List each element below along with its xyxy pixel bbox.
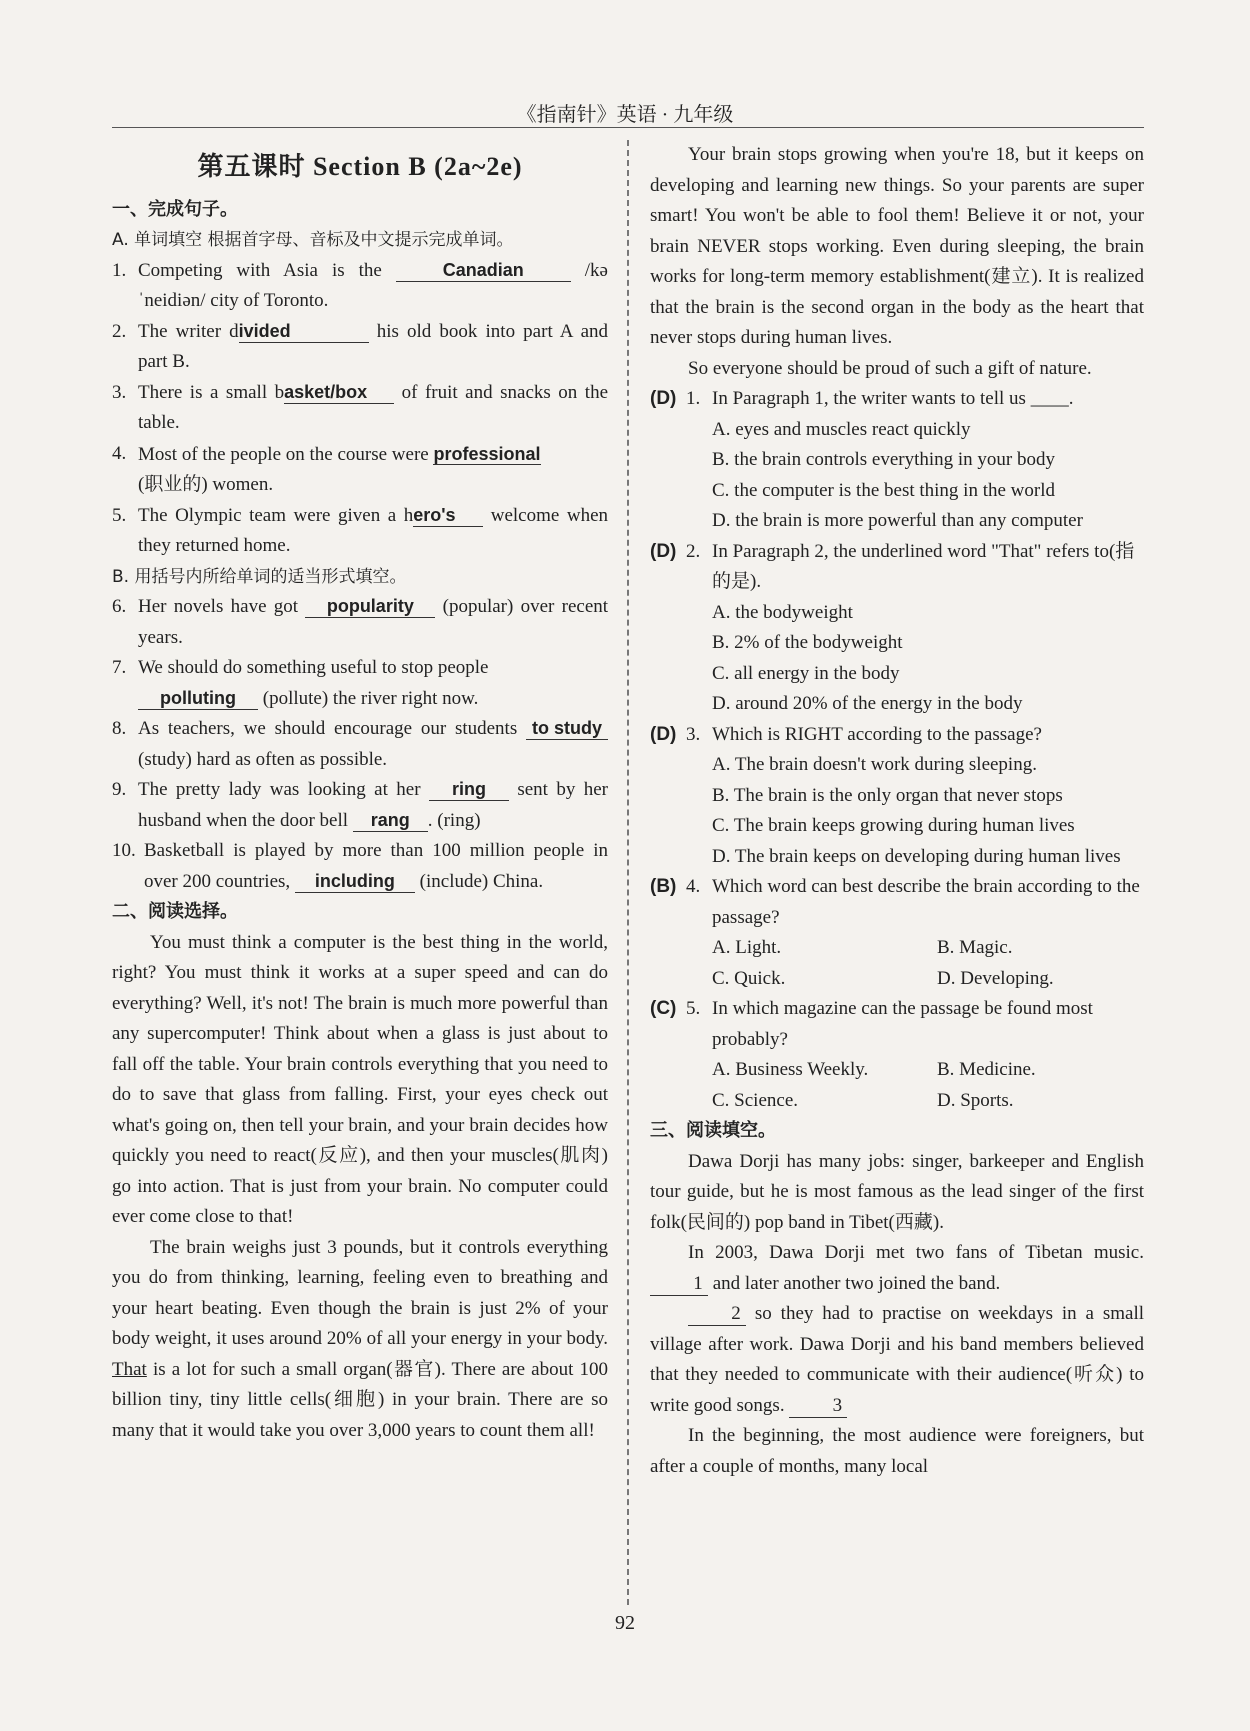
answer-blank: rang bbox=[353, 809, 428, 832]
answer-label: (D) bbox=[650, 540, 677, 562]
exercise-item: 1. Competing with Asia is the Canadian /kəˈneidiən/ city of Toronto. bbox=[112, 259, 608, 311]
section2-heading: 二、阅读选择。 bbox=[112, 901, 238, 922]
lesson-title: 第五课时 Section B (2a~2e) bbox=[197, 152, 523, 181]
answer-blank: polluting bbox=[138, 687, 258, 710]
exercise-item: 3. There is a small basket/box of fruit and snacks on the table. bbox=[112, 381, 609, 433]
passage-paragraph: Dawa Dorji has many jobs: singer, barkeeper and English tour guide, but he is most famous as the lead singer of the first folk(民间的) pop band in Tibet(西藏). bbox=[650, 1150, 1144, 1233]
page-header: 《指南针》英语 · 九年级 bbox=[516, 104, 734, 126]
passage-paragraph: In the beginning, the most audience were foreigners, but after a couple of months, many local bbox=[650, 1425, 1144, 1477]
section1-part-a: A. 单词填空 根据首字母、音标及中文提示完成单词。 bbox=[112, 230, 514, 250]
page-number: 92 bbox=[615, 1612, 635, 1634]
exercise-item: 10. Basketball is played by more than 100 million people in over 200 countries, including (include) China. bbox=[112, 840, 608, 892]
column-separator bbox=[627, 140, 629, 1605]
passage-paragraph: So everyone should be proud of such a gift of nature. bbox=[688, 357, 1092, 379]
left-column bbox=[112, 140, 608, 1446]
answer-label: (D) bbox=[650, 388, 677, 409]
answer-blank: professional bbox=[433, 443, 541, 464]
answer-blank: asket/box bbox=[284, 381, 394, 404]
answer-blank: ero's bbox=[413, 504, 483, 527]
passage-paragraph: In 2003, Dawa Dorji met two fans of Tibetan music. 1 and later another two joined the band. bbox=[650, 1238, 1144, 1299]
answer-label: (D) bbox=[650, 723, 677, 745]
exercise-item: 4. Most of the people on the course were professional (职业的) women. bbox=[112, 442, 541, 495]
passage-paragraph: The brain weighs just 3 pounds, but it controls everything you do from thinking, learning, feeling even to breathing and your heart beating. Even though the brain is just 2% of your body weight, it uses around 20% of all your energy in your body. That is a lot for such a small organ(器官). There are about 100 billion tiny, tiny little cells(细胞) in your brain. There are so many that it would take you over 3,000 years to count them all! bbox=[112, 1236, 608, 1441]
question-4: (B) 4. Which word can best describe the brain according to the passage? A. Light. B. Magic. C. Quick. D. Developing. bbox=[650, 872, 1144, 994]
answer-blank: Canadian bbox=[396, 259, 571, 282]
answer-label: (B) bbox=[650, 876, 677, 897]
question-2: (D) 2. In Paragraph 2, the underlined word "That" refers to(指的是). A. the bodyweight B. 2% of the bodyweight C. all energy in the body D. around 20% of the energy in the body bbox=[650, 537, 1144, 720]
question-1: (D) 1. In Paragraph 1, the writer wants to tell us ____. A. eyes and muscles react quickly B. the brain controls everything in your body C. the computer is the best thing in the world D. the brain is more powerful than any computer bbox=[650, 384, 1144, 537]
answer-blank: to study bbox=[526, 717, 608, 740]
section1-heading: 一、完成句子。 bbox=[112, 198, 238, 220]
answer-label: (C) bbox=[650, 998, 677, 1019]
exercise-item: 5. The Olympic team were given a hero's welcome when they returned home. bbox=[112, 504, 608, 556]
answer-blank: ring bbox=[429, 778, 509, 801]
passage-paragraph: Your brain stops growing when you're 18, but it keeps on developing and learning new things. So your parents are super smart! You won't be able to fool them! Believe it or not, your brain NEVER stops working. Even during sleeping, the brain works for long-term memory establishment(建立). It is realized that the brain is the second organ in the body as the heart that never stops during human lives. bbox=[650, 144, 1144, 348]
answer-blank: including bbox=[295, 870, 415, 893]
answer-blank: ivided bbox=[239, 320, 369, 343]
question-5: (C) 5. In which magazine can the passage be found most probably? A. Business Weekly. B. Medicine. C. Science. D. Sports. bbox=[650, 994, 1144, 1116]
underlined-word: That bbox=[112, 1358, 147, 1380]
answer-blank: popularity bbox=[305, 595, 435, 618]
gap-1: 1 bbox=[650, 1273, 708, 1296]
exercise-item: 8. As teachers, we should encourage our students to study (study) hard as often as possible. bbox=[112, 714, 608, 775]
exercise-item: 9. The pretty lady was looking at her ring sent by her husband when the door bell rang . (ring) bbox=[112, 779, 609, 831]
gap-2: 2 bbox=[688, 1303, 746, 1326]
question-3: (D) 3. Which is RIGHT according to the passage? A. The brain doesn't work during sleeping. B. The brain is the only organ that never stops C. The brain keeps growing during human lives D. The brain keeps on developing during human lives bbox=[650, 720, 1144, 873]
exercise-item: 7. We should do something useful to stop people polluting (pollute) the river right now. bbox=[112, 657, 489, 709]
passage-paragraph: You must think a computer is the best thing in the world, right? You must think it works at a super speed and can do everything? Well, it's not! The brain is much more powerful than any supercomputer! Think about when a glass is just about to fall off the table. Your brain controls everything that you need to do to save that glass from falling. First, your eyes check out what's going on, then tell your brain, and your brain decides how quickly you need to react(反应), and then your muscles(肌肉) go into action. That is just from your brain. No computer could ever come close to that! bbox=[112, 931, 608, 1227]
section1-part-b: B. 用括号内所给单词的适当形式填空。 bbox=[112, 566, 407, 587]
header-rule bbox=[112, 127, 1144, 128]
exercise-item: 2. The writer divided his old book into part A and part B. bbox=[112, 320, 608, 372]
section3-heading: 三、阅读填空。 bbox=[650, 1120, 776, 1141]
gap-3: 3 bbox=[789, 1395, 847, 1418]
passage-paragraph: 2 so they had to practise on weekdays in a small village after work. Dawa Dorji and his band members believed that they needed to communicate with their audience(听众) to write good songs. 3 bbox=[650, 1303, 1145, 1416]
right-column bbox=[650, 140, 1144, 1482]
exercise-item: 6. Her novels have got popularity (popular) over recent years. bbox=[112, 596, 609, 648]
